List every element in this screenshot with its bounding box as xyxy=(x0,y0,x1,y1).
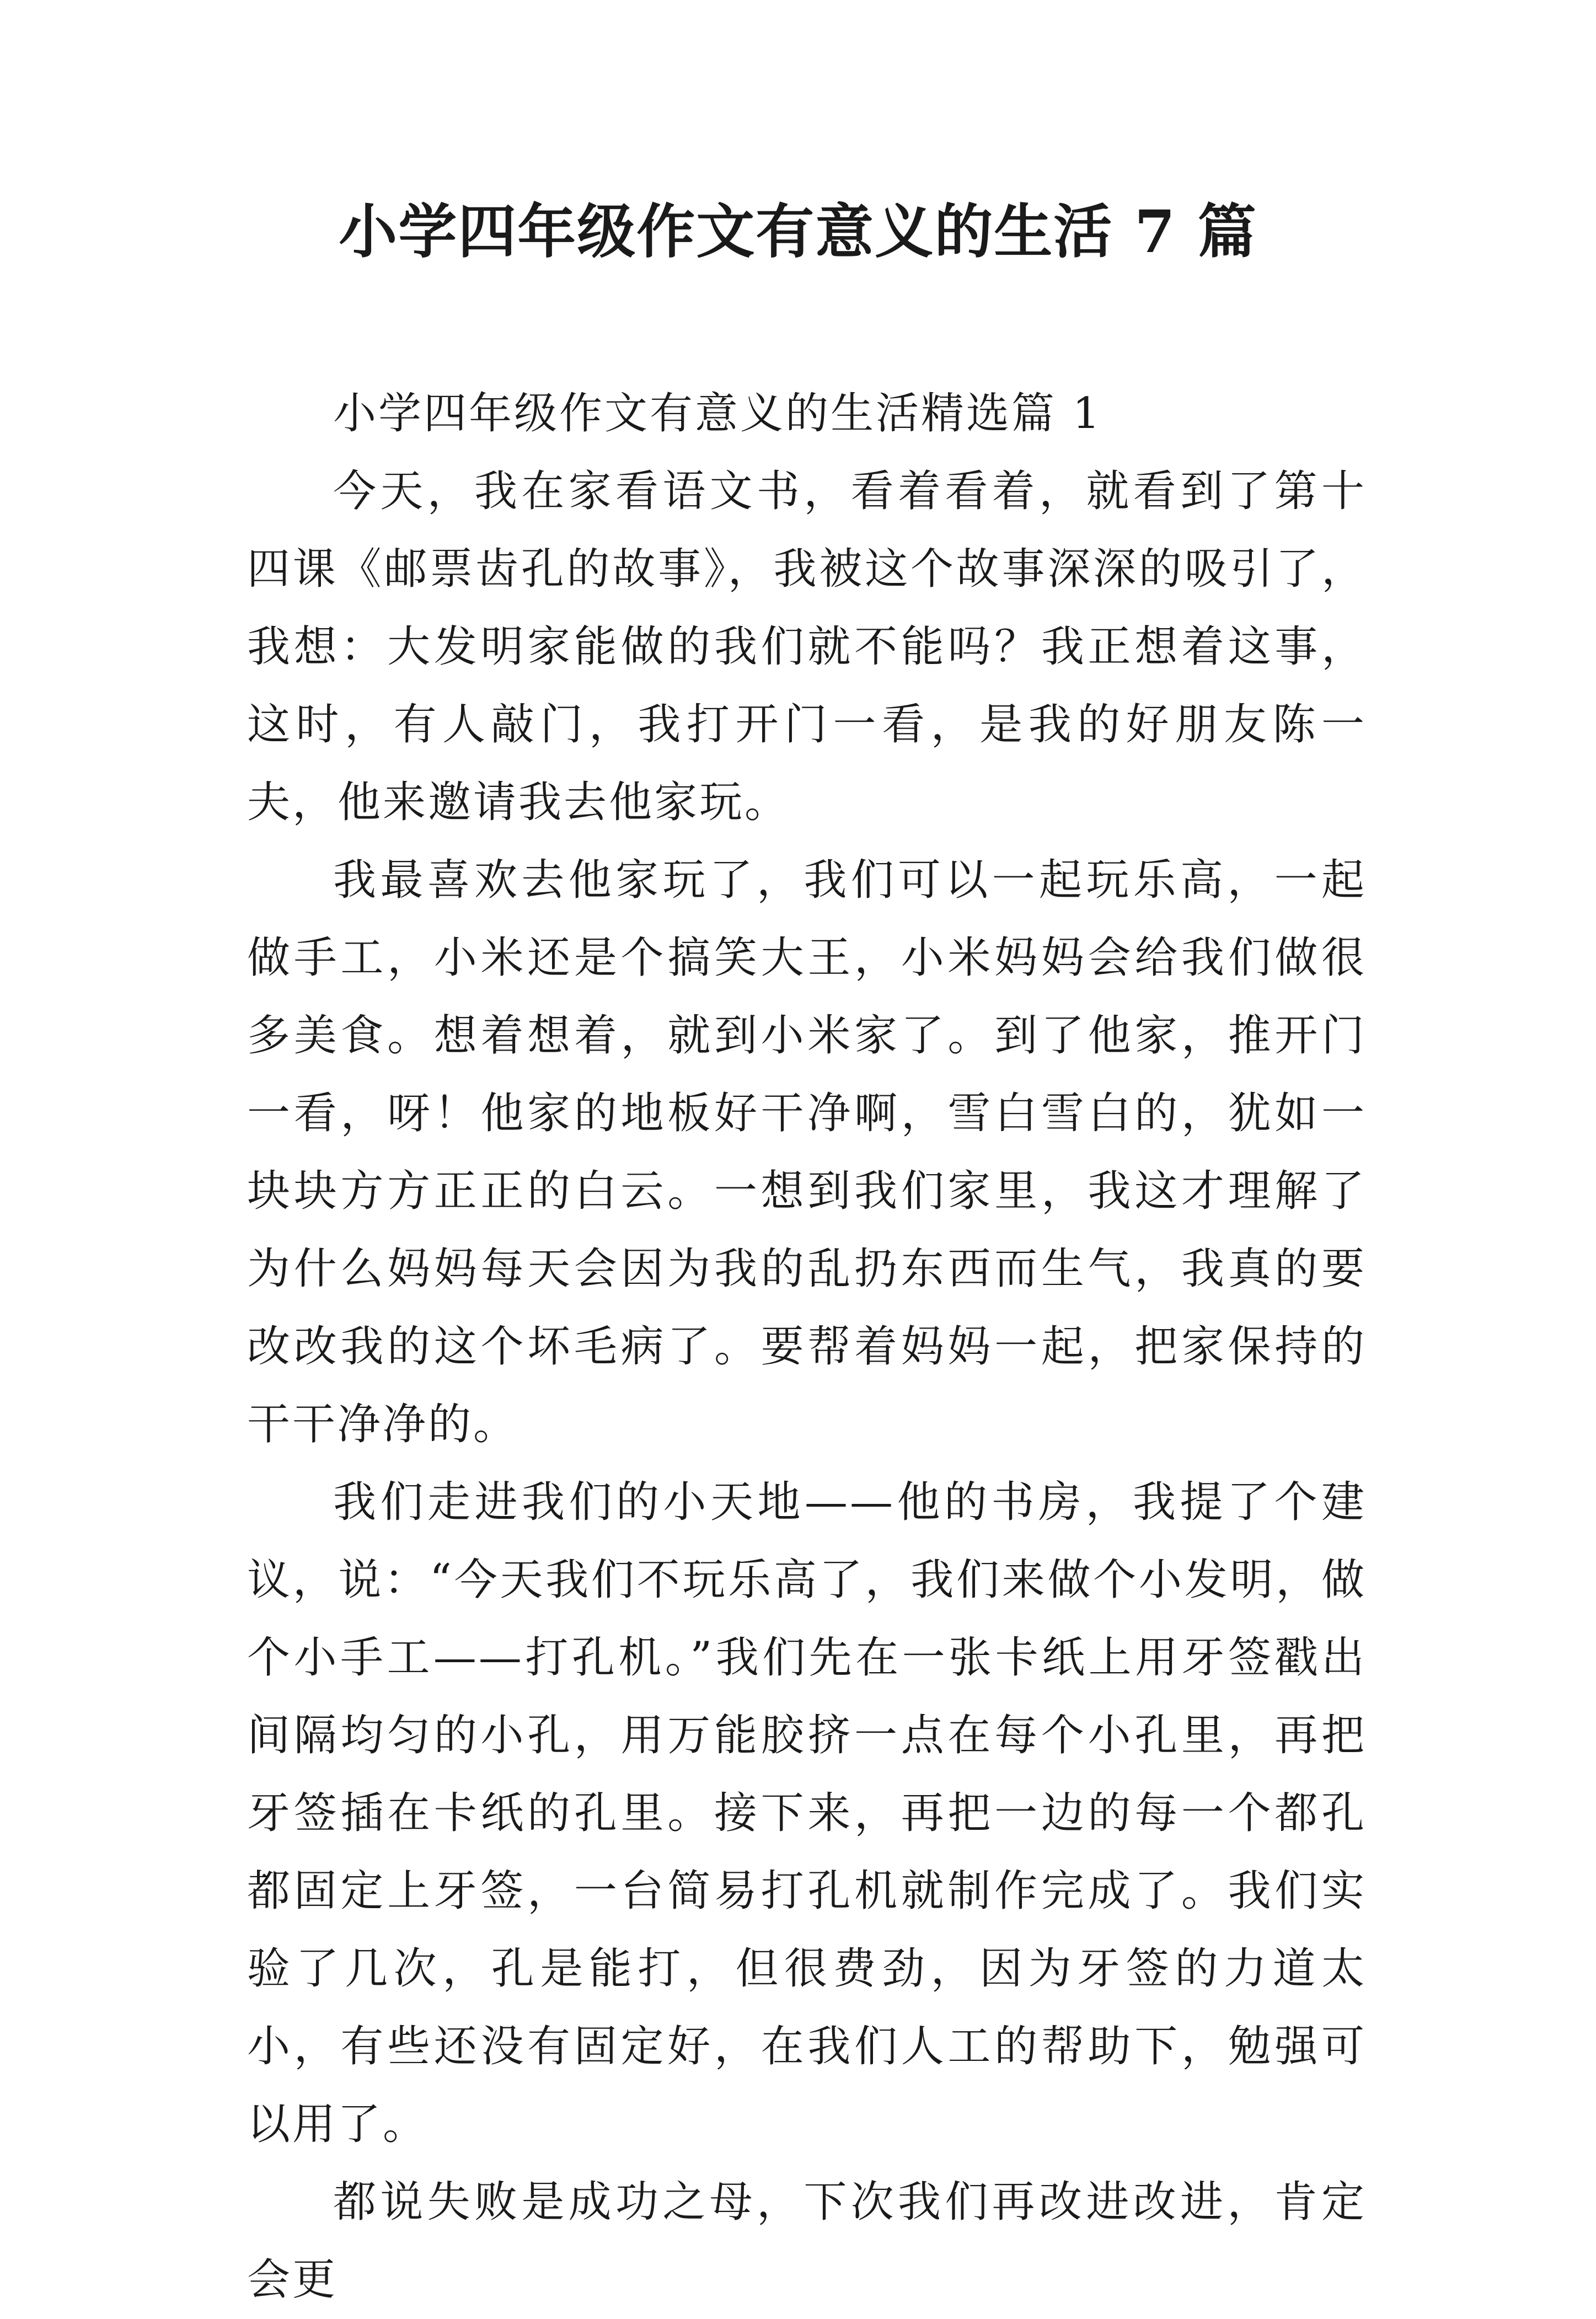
paragraph-4: 都说失败是成功之母，下次我们再改进改进，肯定会更 xyxy=(247,2177,1367,2305)
paragraph-2: 我最喜欢去他家玩了，我们可以一起玩乐高，一起做手工，小米还是个搞笑大王，小米妈妈会给我们做很多美食。想着想着，就到小米家了。到了他家，推开门一看，呀！他家的地板好干净啊，雪白雪白的，犹如一块块方方正正的白云。一想到我们家里，我这才理解了为什么妈妈每天会因为我的乱扔东西而生气，我真的要改改我的这个坏毛病了。要帮着妈妈一起，把家保持的干干净净的。 xyxy=(247,855,1367,1449)
document-body xyxy=(247,375,1367,2319)
paragraph-1: 今天，我在家看语文书，看着看着，就看到了第十四课《邮票齿孔的故事》，我被这个故事深深的吸引了，我想：大发明家能做的我们就不能吗？我正想着这事，这时，有人敲门，我打开门一看，是我的好朋友陈一夫，他来邀请我去他家玩。 xyxy=(247,467,1367,827)
section-heading: 小学四年级作文有意义的生活精选篇 1 xyxy=(333,389,1102,438)
document-title: 小学四年级作文有意义的生活 7 篇 xyxy=(339,197,1257,266)
paragraph-3: 我们走进我们的小天地——他的书房，我提了个建议，说：“今天我们不玩乐高了，我们来做个小发明，做个小手工——打孔机。”我们先在一张卡纸上用牙签戳出间隔均匀的小孔，用万能胶挤一点在每个小孔里，再把牙签插在卡纸的孔里。接下来，再把一边的每一个都孔都固定上牙签，一台简易打孔机就制作完成了。我们实验了几次，孔是能打，但很费劲，因为牙签的力道太小，有些还没有固定好，在我们人工的帮助下，勉强可以用了。 xyxy=(247,1477,1367,2149)
